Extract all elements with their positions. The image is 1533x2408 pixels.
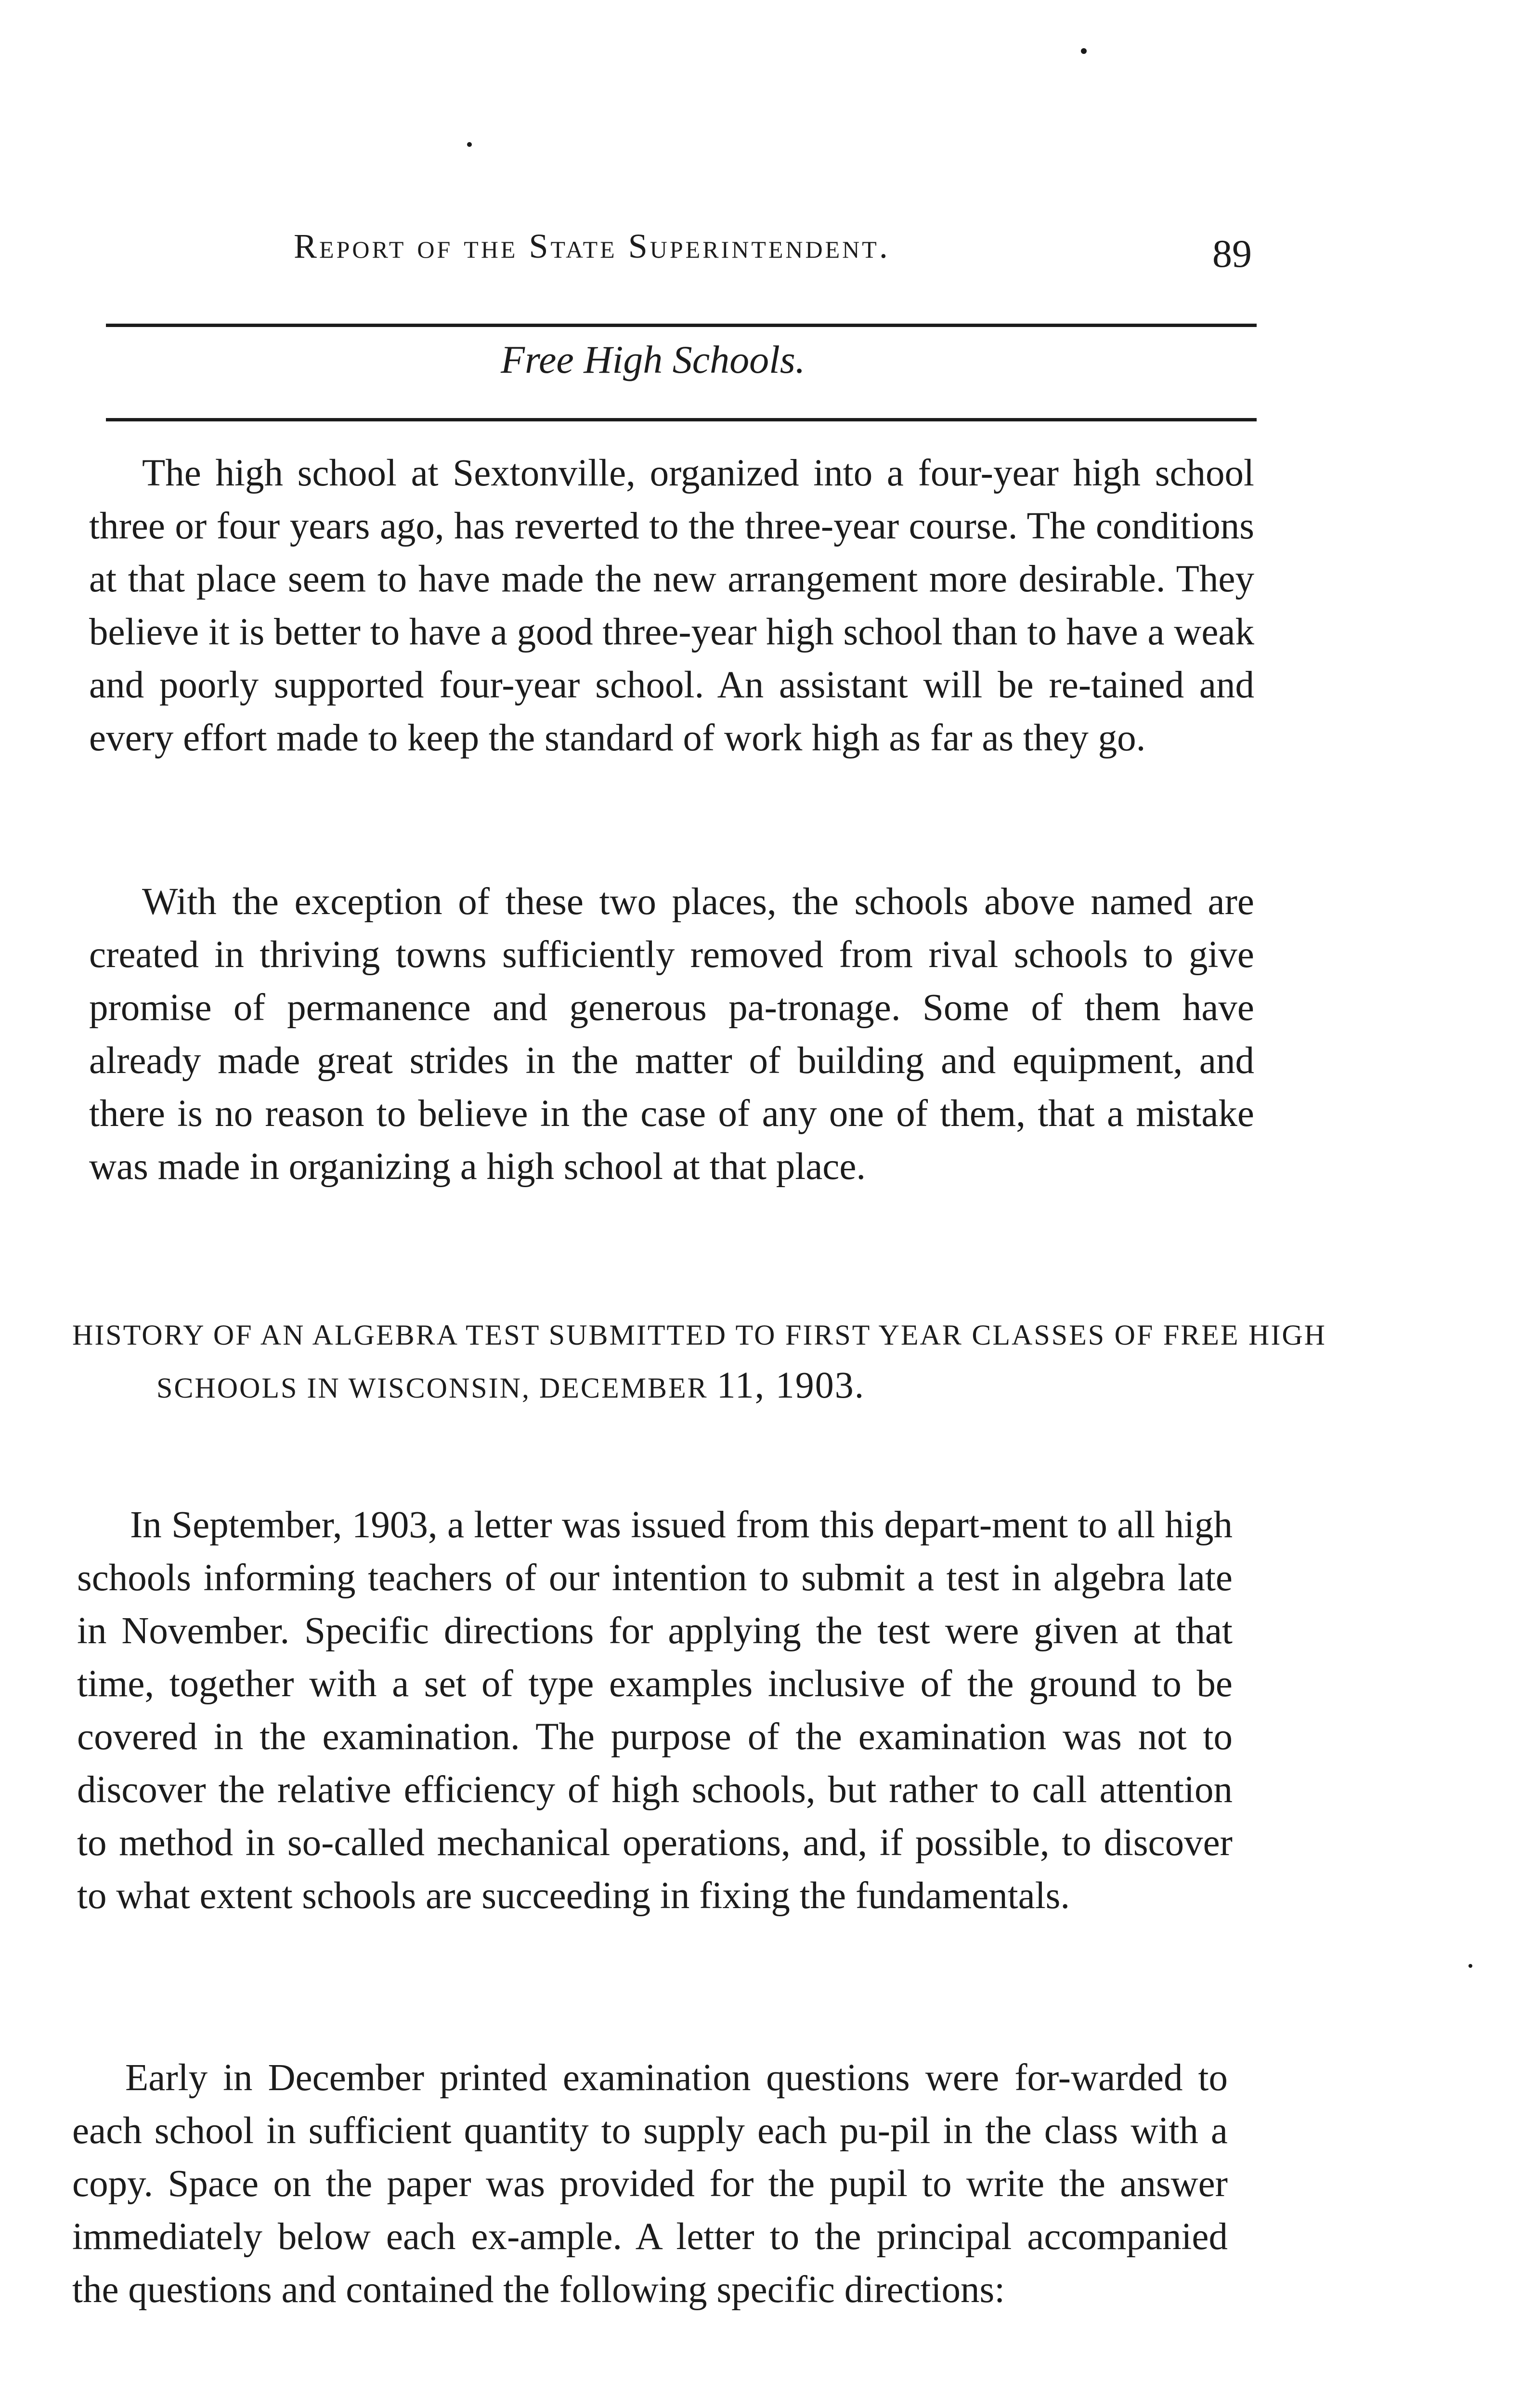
algebra-test-heading-text: HISTORY OF AN ALGEBRA TEST SUBMITTED TO FIRST YEAR CLASSES OF FREE HIGH SCHOOLS IN WISCONSIN, [72, 1319, 1326, 1404]
scan-speck [1081, 48, 1087, 54]
section-title: Free High Schools. [501, 338, 805, 381]
scan-speck [467, 142, 472, 147]
paragraph-september-letter: In September, 1903, a letter was issued from this depart-ment to all high schools informing teachers of our intention to submit a test in algebra late in November. Specific directions for applying the test were given at that time, together with a set of type examples inclusive of the ground to be covered in the examination. The purpose of the examination was not to discover the relative efficiency of high schools, but rather to call attention to method in so-called mechanical operations, and, if possible, to discover to what extent schools are succeeding in fixing the fundamentals. [77, 1504, 1233, 1917]
page-number: 89 [1212, 232, 1252, 275]
algebra-test-heading-date: 11, 1903. [716, 1364, 865, 1406]
algebra-test-heading-end-word: DECEMBER [539, 1372, 708, 1404]
scan-speck [1468, 1964, 1472, 1968]
paragraph-sextonville: The high school at Sextonville, organized into a four-year high school three or four years ago, has reverted to the three-year course. The conditions at that place seem to have made the new arrangement more desirable. They believe it is better to have a good three-year high school than to have a weak and poorly supported four-year school. An assistant will be re-tained and every effort made to keep the standard of work high as far as they go. [89, 452, 1254, 759]
section-rule [106, 418, 1257, 421]
paragraph-december-questions: Early in December printed examination questions were for-warded to each school in sufficient quantity to supply each pu-pil in the class with a copy. Space on the paper was provided for the pupil to write the answer immediately below each ex-ample. A letter to the principal accompanied the questions and contained the following specific directions: [72, 2057, 1228, 2311]
algebra-test-heading [72, 1310, 1326, 1413]
paragraph-exceptions: With the exception of these two places, the schools above named are created in thriving towns sufficiently removed from rival schools to give promise of permanence and generous pa-tronage. Some of them have already made great strides in the matter of building and equipment, and there is no reason to believe in the case of any one of them, that a mistake was made in organizing a high school at that place. [89, 881, 1254, 1188]
top-rule [106, 324, 1257, 327]
running-title: Report of the State Superintendent. [294, 227, 890, 265]
